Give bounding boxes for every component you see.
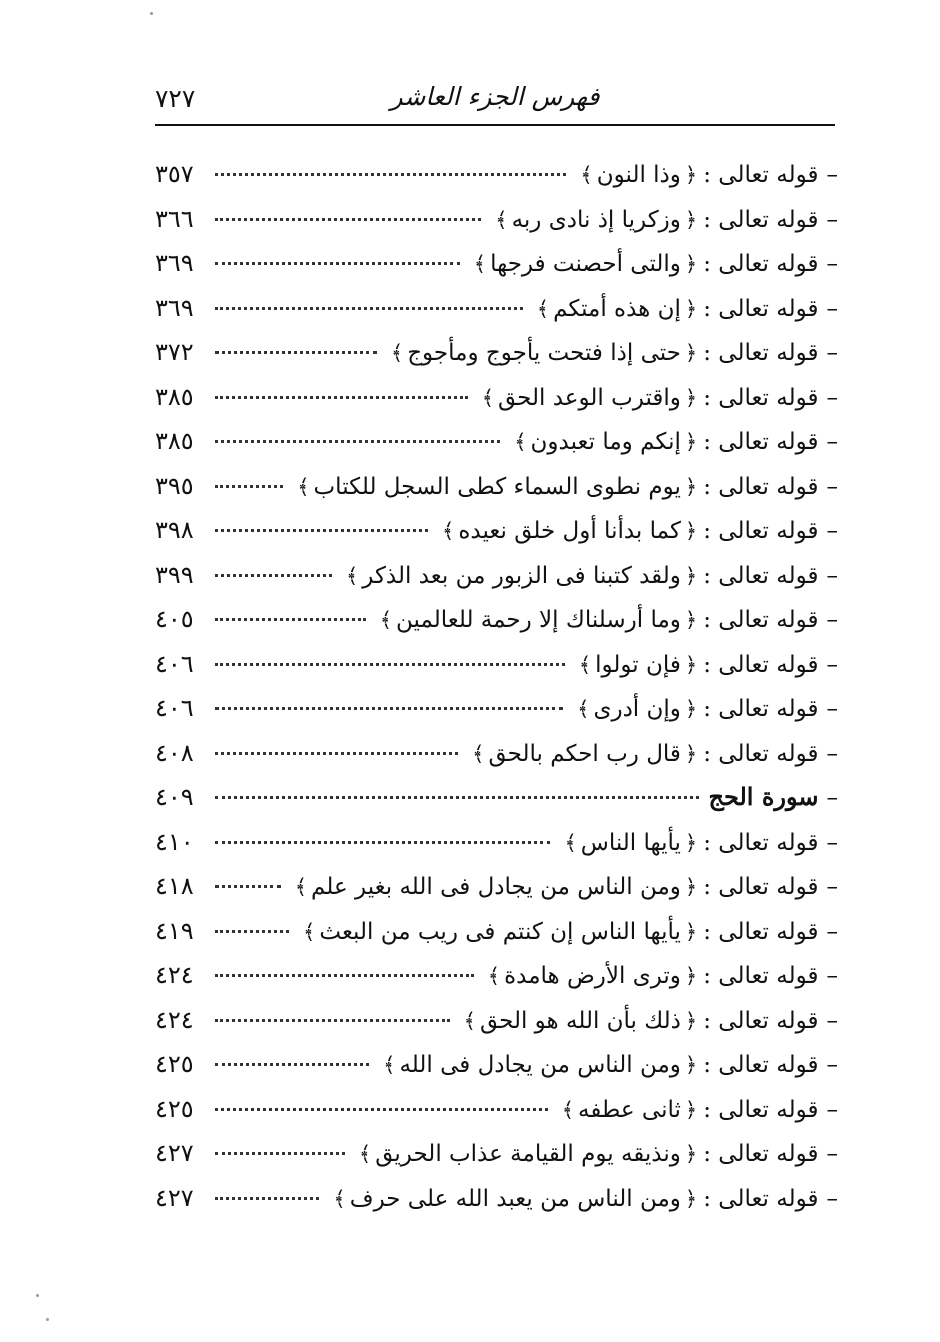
page-reference: ٣٦٩ — [155, 293, 194, 322]
dot-leader — [215, 752, 458, 755]
dot-leader — [215, 707, 563, 710]
verse-text: ونذيقه يوم القيامة عذاب الحريق — [375, 1141, 681, 1167]
ornate-bracket-open-icon: ﴿ — [684, 964, 698, 988]
toc-entry — [155, 686, 838, 731]
entry-prefix: قوله تعالى : — [703, 607, 819, 633]
page-reference: ٤٠٦ — [155, 649, 194, 678]
verse-text: وذا النون — [596, 162, 681, 188]
page-reference: ٣٩٨ — [155, 516, 194, 544]
dot-leader — [215, 574, 332, 577]
page-reference: ٤٠٦ — [155, 694, 194, 722]
entry-dash: – — [826, 696, 838, 722]
ornate-bracket-close-icon: ﴾ — [379, 608, 392, 632]
entry-dash: – — [826, 1096, 838, 1123]
ornate-bracket-close-icon: ﴾ — [333, 1186, 346, 1211]
entry-dash: – — [826, 562, 838, 589]
toc-entry — [155, 553, 838, 598]
dot-leader — [215, 1108, 548, 1111]
entry-prefix: قوله تعالى : — [703, 696, 819, 722]
entry-dash: – — [826, 1141, 838, 1167]
entry-prefix: قوله تعالى : — [703, 874, 819, 900]
verse-text: ومن الناس من يعبد الله على حرف — [349, 1185, 681, 1212]
dot-leader — [215, 930, 289, 933]
ornate-bracket-close-icon: ﴾ — [561, 1097, 575, 1122]
entry-prefix: قوله تعالى : — [703, 562, 819, 589]
entry-prefix: قوله تعالى : — [703, 1096, 819, 1123]
entry-dash: – — [826, 740, 838, 767]
entry-prefix: قوله تعالى : — [703, 206, 819, 233]
scan-speck — [36, 1294, 39, 1297]
dot-leader — [215, 1152, 345, 1155]
entry-dash: – — [826, 607, 838, 633]
dot-leader — [215, 796, 699, 799]
ornate-bracket-open-icon: ﴿ — [684, 430, 698, 454]
verse-text: قال رب احكم بالحق — [488, 740, 681, 767]
ornate-bracket-close-icon: ﴾ — [390, 341, 404, 365]
entry-dash: – — [826, 340, 838, 366]
ornate-bracket-open-icon: ﴿ — [684, 608, 698, 632]
toc-entry — [155, 1131, 838, 1176]
ornate-bracket-open-icon: ﴿ — [684, 919, 698, 944]
entry-dash: – — [826, 429, 838, 455]
entry-dash: – — [826, 473, 838, 500]
verse-text: ومن الناس من يجادل فى الله — [399, 1052, 681, 1078]
verse-text: يأيها الناس — [580, 829, 681, 856]
entry-dash: – — [826, 651, 838, 678]
entry-prefix: قوله تعالى : — [703, 740, 819, 767]
ornate-bracket-open-icon: ﴿ — [684, 385, 698, 410]
ornate-bracket-open-icon: ﴿ — [684, 1008, 698, 1033]
page-reference: ٣٥٧ — [155, 160, 194, 188]
ornate-bracket-open-icon: ﴿ — [684, 1097, 698, 1122]
verse-text: وما أرسلناك إلا رحمة للعالمين — [396, 607, 681, 633]
entry-dash: – — [826, 206, 838, 233]
ornate-bracket-close-icon: ﴾ — [383, 1053, 396, 1077]
dot-leader — [215, 307, 523, 310]
ornate-bracket-close-icon: ﴾ — [495, 207, 508, 232]
ornate-bracket-close-icon: ﴾ — [358, 1142, 372, 1166]
ornate-bracket-close-icon: ﴾ — [463, 1008, 476, 1033]
verse-text: إن هذه أمتكم — [553, 295, 681, 322]
verse-text: ثانى عطفه — [578, 1096, 681, 1123]
toc-entry — [155, 820, 838, 865]
verse-text: كما بدأنا أول خلق نعيده — [458, 518, 681, 544]
dot-leader — [215, 529, 428, 532]
page-reference: ٣٨٥ — [155, 382, 194, 411]
toc-entry — [155, 419, 838, 464]
dot-leader — [215, 262, 460, 265]
ornate-bracket-close-icon: ﴾ — [442, 519, 455, 543]
dot-leader — [215, 1063, 369, 1066]
verse-text: إنكم وما تعبدون — [530, 429, 681, 455]
surah-heading: سورة الحج — [708, 782, 819, 811]
page-reference: ٤٢٥ — [155, 1050, 194, 1078]
dot-leader — [215, 173, 566, 176]
entry-prefix: قوله تعالى : — [703, 429, 819, 455]
entry-prefix: قوله تعالى : — [703, 1007, 819, 1034]
page-reference: ٣٩٥ — [155, 471, 194, 500]
toc-entry — [155, 152, 838, 197]
entry-prefix: قوله تعالى : — [703, 251, 819, 277]
ornate-bracket-close-icon: ﴾ — [578, 652, 592, 677]
verse-text: يأيها الناس إن كنتم فى ريب من البعث — [319, 918, 681, 945]
ornate-bracket-open-icon: ﴿ — [684, 1053, 698, 1077]
entry-prefix: قوله تعالى : — [703, 1185, 819, 1212]
ornate-bracket-close-icon: ﴾ — [473, 252, 487, 276]
ornate-bracket-close-icon: ﴾ — [303, 919, 316, 944]
surah-heading-row — [155, 775, 838, 820]
ornate-bracket-close-icon: ﴾ — [294, 875, 308, 899]
entry-dash: – — [826, 829, 838, 856]
page-header — [155, 78, 835, 124]
ornate-bracket-close-icon: ﴾ — [514, 430, 527, 454]
page-reference: ٤٠٥ — [155, 605, 194, 633]
dot-leader — [215, 440, 500, 443]
page-reference: ٤٠٨ — [155, 738, 194, 767]
ornate-bracket-close-icon: ﴾ — [472, 741, 485, 766]
dot-leader — [215, 218, 481, 221]
verse-text: وزكريا إذ نادى ربه — [511, 206, 681, 233]
entry-dash: – — [826, 384, 838, 411]
entry-dash: – — [826, 874, 838, 900]
toc-entry — [155, 464, 838, 509]
dot-leader — [215, 974, 474, 977]
page-reference: ٤١٠ — [155, 827, 194, 856]
dot-leader — [215, 1197, 319, 1200]
page-reference: ٤٢٧ — [155, 1183, 194, 1212]
ornate-bracket-open-icon: ﴿ — [684, 1186, 698, 1211]
ornate-bracket-open-icon: ﴿ — [684, 830, 698, 855]
running-title: فهرس الجزء العاشر — [390, 82, 600, 111]
page-reference: ٣٩٩ — [155, 560, 194, 589]
entry-prefix: قوله تعالى : — [703, 473, 819, 500]
verse-text: وإن أدرى — [593, 696, 681, 722]
toc-entry — [155, 998, 838, 1043]
page-reference: ٣٦٩ — [155, 249, 194, 277]
ornate-bracket-open-icon: ﴿ — [684, 741, 698, 766]
dot-leader — [215, 885, 281, 888]
verse-text: ومن الناس من يجادل فى الله بغير علم — [311, 874, 681, 900]
entry-dash: – — [826, 1052, 838, 1078]
ornate-bracket-open-icon: ﴿ — [684, 296, 698, 321]
toc-entry — [155, 330, 838, 375]
entry-prefix: قوله تعالى : — [703, 340, 819, 366]
dot-leader — [215, 351, 377, 354]
page-reference: ٤١٨ — [155, 872, 194, 900]
toc-entry — [155, 597, 838, 642]
toc-entry — [155, 953, 838, 998]
toc-entry — [155, 197, 838, 242]
dot-leader — [215, 485, 283, 488]
verse-text: يوم نطوى السماء كطى السجل للكتاب — [313, 473, 681, 500]
ornate-bracket-close-icon: ﴾ — [536, 296, 550, 321]
entry-prefix: قوله تعالى : — [703, 651, 819, 678]
entry-dash: – — [826, 918, 838, 945]
toc-entry — [155, 508, 838, 553]
verse-text: فإن تولوا — [595, 651, 681, 678]
entry-dash: – — [826, 162, 838, 188]
entry-dash: – — [826, 1185, 838, 1212]
dot-leader — [215, 396, 468, 399]
page-reference: ٤٢٤ — [155, 1005, 194, 1034]
toc-entry — [155, 864, 838, 909]
toc-entry — [155, 731, 838, 776]
scan-speck — [150, 12, 153, 15]
entry-prefix: قوله تعالى : — [703, 1141, 819, 1167]
verse-text: وترى الأرض هامدة — [504, 963, 681, 989]
ornate-bracket-open-icon: ﴿ — [684, 252, 698, 276]
entry-prefix: قوله تعالى : — [703, 295, 819, 322]
ornate-bracket-open-icon: ﴿ — [684, 207, 698, 232]
ornate-bracket-close-icon: ﴾ — [580, 163, 593, 187]
verse-text: ذلك بأن الله هو الحق — [479, 1007, 681, 1034]
entry-prefix: قوله تعالى : — [703, 918, 819, 945]
entry-dash: – — [826, 785, 838, 811]
table-of-contents — [155, 152, 838, 1220]
ornate-bracket-open-icon: ﴿ — [684, 163, 698, 187]
entry-prefix: قوله تعالى : — [703, 829, 819, 856]
entry-dash: – — [826, 295, 838, 322]
verse-text: والتى أحصنت فرجها — [490, 251, 681, 277]
entry-dash: – — [826, 1007, 838, 1034]
ornate-bracket-close-icon: ﴾ — [345, 563, 359, 588]
page-reference: ٤٠٩ — [155, 783, 194, 811]
entry-prefix: قوله تعالى : — [703, 963, 819, 989]
toc-entry — [155, 1042, 838, 1087]
toc-entry — [155, 286, 838, 331]
verse-text: حتى إذا فتحت يأجوج ومأجوج — [407, 340, 681, 366]
page-reference: ٤٢٧ — [155, 1139, 194, 1167]
page-reference: ٤٢٥ — [155, 1094, 194, 1123]
ornate-bracket-open-icon: ﴿ — [684, 652, 698, 677]
entry-dash: – — [826, 518, 838, 544]
ornate-bracket-open-icon: ﴿ — [684, 563, 698, 588]
page-reference: ٤٢٤ — [155, 961, 194, 989]
ornate-bracket-open-icon: ﴿ — [684, 1142, 698, 1166]
ornate-bracket-open-icon: ﴿ — [684, 341, 698, 365]
scan-speck — [46, 1318, 49, 1321]
ornate-bracket-close-icon: ﴾ — [564, 830, 577, 855]
entry-prefix: قوله تعالى : — [703, 1052, 819, 1078]
ornate-bracket-open-icon: ﴿ — [684, 697, 698, 721]
toc-entry — [155, 909, 838, 954]
toc-entry — [155, 642, 838, 687]
ornate-bracket-open-icon: ﴿ — [684, 474, 698, 499]
page-reference: ٣٦٦ — [155, 204, 194, 233]
page-reference: ٣٨٥ — [155, 427, 194, 455]
toc-entry — [155, 1087, 838, 1132]
dot-leader — [215, 1019, 450, 1022]
page-number: ٧٢٧ — [155, 84, 196, 113]
ornate-bracket-close-icon: ﴾ — [481, 385, 494, 410]
dot-leader — [215, 618, 366, 621]
verse-text: ولقد كتبنا فى الزبور من بعد الذكر — [362, 562, 681, 589]
page-reference: ٣٧٢ — [155, 338, 194, 366]
header-rule — [155, 124, 835, 126]
ornate-bracket-close-icon: ﴾ — [577, 697, 590, 721]
ornate-bracket-close-icon: ﴾ — [487, 964, 501, 988]
dot-leader — [215, 663, 565, 666]
ornate-bracket-close-icon: ﴾ — [297, 474, 310, 499]
entry-dash: – — [826, 251, 838, 277]
toc-entry — [155, 1176, 838, 1221]
entry-prefix: قوله تعالى : — [703, 518, 819, 544]
entry-prefix: قوله تعالى : — [703, 162, 819, 188]
entry-dash: – — [826, 963, 838, 989]
verse-text: واقترب الوعد الحق — [498, 384, 681, 411]
ornate-bracket-open-icon: ﴿ — [684, 519, 698, 543]
dot-leader — [215, 841, 550, 844]
entry-prefix: قوله تعالى : — [703, 384, 819, 411]
page-reference: ٤١٩ — [155, 916, 194, 945]
toc-entry — [155, 241, 838, 286]
toc-entry — [155, 375, 838, 420]
ornate-bracket-open-icon: ﴿ — [684, 875, 698, 899]
